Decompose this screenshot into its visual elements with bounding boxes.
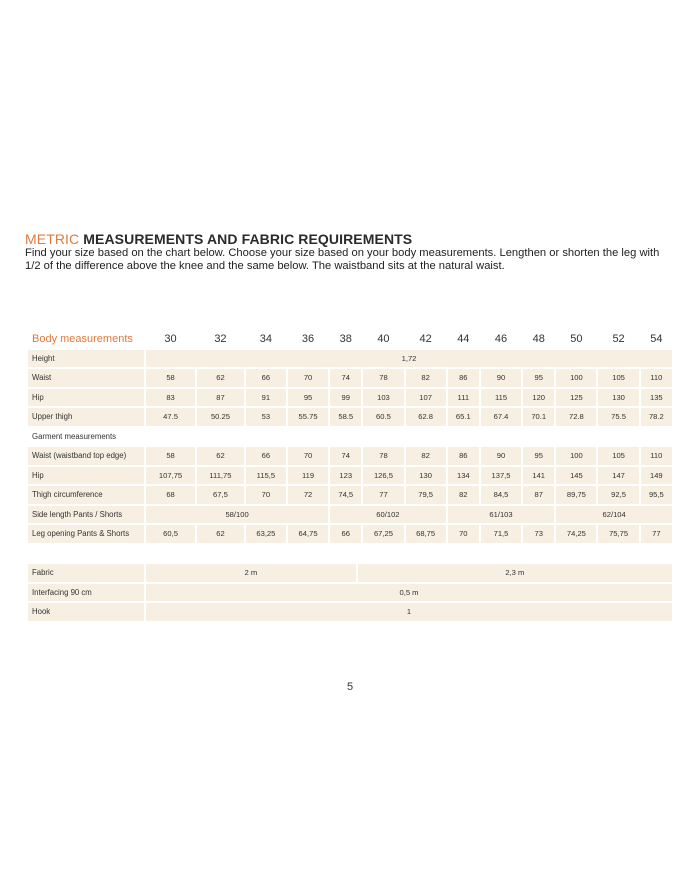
side-length-group: 60/102 (330, 506, 446, 524)
size-48-heading: 48 (532, 332, 545, 345)
size-54-heading: 54 (650, 332, 663, 345)
table-cell: 83 (146, 389, 195, 407)
table-cell: 68,75 (406, 525, 446, 543)
table-cell: 78 (363, 369, 403, 387)
table-cell: 70 (288, 369, 328, 387)
body-row-1 (28, 389, 672, 407)
table-cell: 74 (330, 447, 361, 465)
table-cell: 67,25 (363, 525, 403, 543)
table-cell: 58 (146, 369, 195, 387)
table-cell: 70 (448, 525, 479, 543)
table-cell: 141 (523, 467, 554, 485)
table-cell: 100 (556, 369, 596, 387)
table-cell: 90 (481, 369, 521, 387)
table-cell: 86 (448, 369, 479, 387)
table-cell: 63,25 (246, 525, 286, 543)
side-length-row (28, 506, 672, 524)
table-cell: 115,5 (246, 467, 286, 485)
table-cell: 95 (523, 369, 554, 387)
garment-row-label: Hip (28, 467, 144, 485)
interfacing-value: 0,5 m (146, 584, 672, 602)
table-cell: 126,5 (363, 467, 403, 485)
garment-row-0 (28, 447, 672, 465)
table-cell: 72.8 (556, 408, 596, 426)
body-row-label: Waist (28, 369, 144, 387)
title-main: MEASUREMENTS AND FABRIC REQUIREMENTS (83, 231, 413, 247)
body-row-label: Hip (28, 389, 144, 407)
table-cell: 67.4 (481, 408, 521, 426)
size-chart-body (28, 350, 672, 543)
table-cell: 95,5 (641, 486, 672, 504)
table-cell: 135 (641, 389, 672, 407)
table-cell: 62 (197, 525, 244, 543)
height-label: Height (28, 350, 144, 368)
table-cell: 70.1 (523, 408, 554, 426)
title-accent: METRIC (25, 231, 80, 247)
table-cell: 99 (330, 389, 361, 407)
table-cell: 111,75 (197, 467, 244, 485)
fabric-requirements-table (26, 562, 674, 623)
table-cell: 60.5 (363, 408, 403, 426)
table-cell: 115 (481, 389, 521, 407)
table-cell: 89,75 (556, 486, 596, 504)
garment-measurements-heading: Garment measurements (28, 428, 672, 446)
table-cell: 91 (246, 389, 286, 407)
table-cell: 66 (246, 369, 286, 387)
side-length-label: Side length Pants / Shorts (28, 506, 144, 524)
table-cell: 123 (330, 467, 361, 485)
hook-label: Hook (28, 603, 144, 621)
height-row (28, 350, 672, 368)
table-cell: 95 (288, 389, 328, 407)
size-36-heading: 36 (301, 332, 315, 345)
interfacing-label: Interfacing 90 cm (28, 584, 144, 602)
body-row-0 (28, 369, 672, 387)
garment-row-2 (28, 486, 672, 504)
table-cell: 74,25 (556, 525, 596, 543)
size-50-heading: 50 (570, 332, 583, 345)
table-cell: 119 (288, 467, 328, 485)
table-cell: 71,5 (481, 525, 521, 543)
table-cell: 66 (330, 525, 361, 543)
table-cell: 107 (406, 389, 446, 407)
table-cell: 58.5 (330, 408, 361, 426)
size-44-heading: 44 (457, 332, 470, 345)
table-cell: 100 (556, 447, 596, 465)
height-value: 1,72 (146, 350, 672, 368)
size-header-row (28, 330, 672, 348)
table-cell: 58 (146, 447, 195, 465)
table-cell: 82 (406, 447, 446, 465)
table-cell: 62 (197, 369, 244, 387)
size-40-heading: 40 (377, 332, 390, 345)
table-cell: 82 (448, 486, 479, 504)
garment-row-1 (28, 467, 672, 485)
body-measurements-heading: Body measurements (32, 332, 133, 345)
table-cell: 53 (246, 408, 286, 426)
leg-opening-label: Leg opening Pants & Shorts (28, 525, 144, 543)
fabric-large-sizes: 2,3 m (358, 564, 672, 582)
garment-section-row (28, 428, 672, 446)
table-cell: 74,5 (330, 486, 361, 504)
table-cell: 86 (448, 447, 479, 465)
size-chart-table (26, 328, 674, 545)
side-length-group: 61/103 (448, 506, 555, 524)
table-cell: 137,5 (481, 467, 521, 485)
table-cell: 70 (288, 447, 328, 465)
table-cell: 90 (481, 447, 521, 465)
interfacing-row (28, 584, 672, 602)
side-length-group: 62/104 (556, 506, 672, 524)
table-cell: 47.5 (146, 408, 195, 426)
table-cell: 78 (363, 447, 403, 465)
size-34-heading: 34 (259, 332, 272, 345)
table-cell: 70 (246, 486, 286, 504)
table-cell: 105 (598, 369, 638, 387)
table-cell: 67,5 (197, 486, 244, 504)
table-cell: 130 (406, 467, 446, 485)
table-cell: 107,75 (146, 467, 195, 485)
table-cell: 75,75 (598, 525, 638, 543)
size-30-heading: 30 (164, 332, 177, 345)
size-46-heading: 46 (494, 332, 508, 345)
table-cell: 111 (448, 389, 479, 407)
table-cell: 84,5 (481, 486, 521, 504)
table-cell: 65.1 (448, 408, 479, 426)
table-cell: 64,75 (288, 525, 328, 543)
table-cell: 92,5 (598, 486, 638, 504)
table-cell: 110 (641, 369, 672, 387)
side-length-group: 58/100 (146, 506, 328, 524)
garment-row-label: Thigh circumference (28, 486, 144, 504)
table-cell: 78.2 (641, 408, 672, 426)
hook-value: 1 (146, 603, 672, 621)
table-cell: 55.75 (288, 408, 328, 426)
table-cell: 87 (523, 486, 554, 504)
leg-opening-row (28, 525, 672, 543)
table-cell: 62.8 (406, 408, 446, 426)
page-number: 5 (346, 681, 354, 693)
table-cell: 60,5 (146, 525, 195, 543)
garment-row-label: Waist (waistband top edge) (28, 447, 144, 465)
table-cell: 68 (146, 486, 195, 504)
fabric-label: Fabric (28, 564, 144, 582)
size-52-heading: 52 (612, 332, 625, 345)
table-cell: 103 (363, 389, 403, 407)
size-32-heading: 32 (214, 332, 227, 345)
hook-row (28, 603, 672, 621)
fabric-small-sizes: 2 m (146, 564, 356, 582)
table-cell: 95 (523, 447, 554, 465)
table-cell: 130 (598, 389, 638, 407)
table-cell: 149 (641, 467, 672, 485)
table-cell: 77 (363, 486, 403, 504)
table-cell: 75.5 (598, 408, 638, 426)
table-cell: 82 (406, 369, 446, 387)
body-row-2 (28, 408, 672, 426)
table-cell: 50.25 (197, 408, 244, 426)
table-cell: 79,5 (406, 486, 446, 504)
table-cell: 120 (523, 389, 554, 407)
table-cell: 147 (598, 467, 638, 485)
table-cell: 134 (448, 467, 479, 485)
table-cell: 73 (523, 525, 554, 543)
size-38-heading: 38 (339, 332, 352, 345)
intro-text: Find your size based on the chart below. Choose your size based on your body measurements. Lengthen or shorten the leg with 1/2 of the difference above the knee and the same below. The waistband sits at the natural waist. (25, 247, 660, 272)
table-cell: 72 (288, 486, 328, 504)
table-cell: 110 (641, 447, 672, 465)
table-cell: 145 (556, 467, 596, 485)
table-cell: 77 (641, 525, 672, 543)
table-cell: 87 (197, 389, 244, 407)
table-cell: 62 (197, 447, 244, 465)
table-cell: 66 (246, 447, 286, 465)
table-cell: 105 (598, 447, 638, 465)
page-title (25, 231, 412, 247)
table-cell: 74 (330, 369, 361, 387)
size-42-heading: 42 (419, 332, 432, 345)
table-cell: 125 (556, 389, 596, 407)
body-row-label: Upper thigh (28, 408, 144, 426)
fabric-row (28, 564, 672, 582)
